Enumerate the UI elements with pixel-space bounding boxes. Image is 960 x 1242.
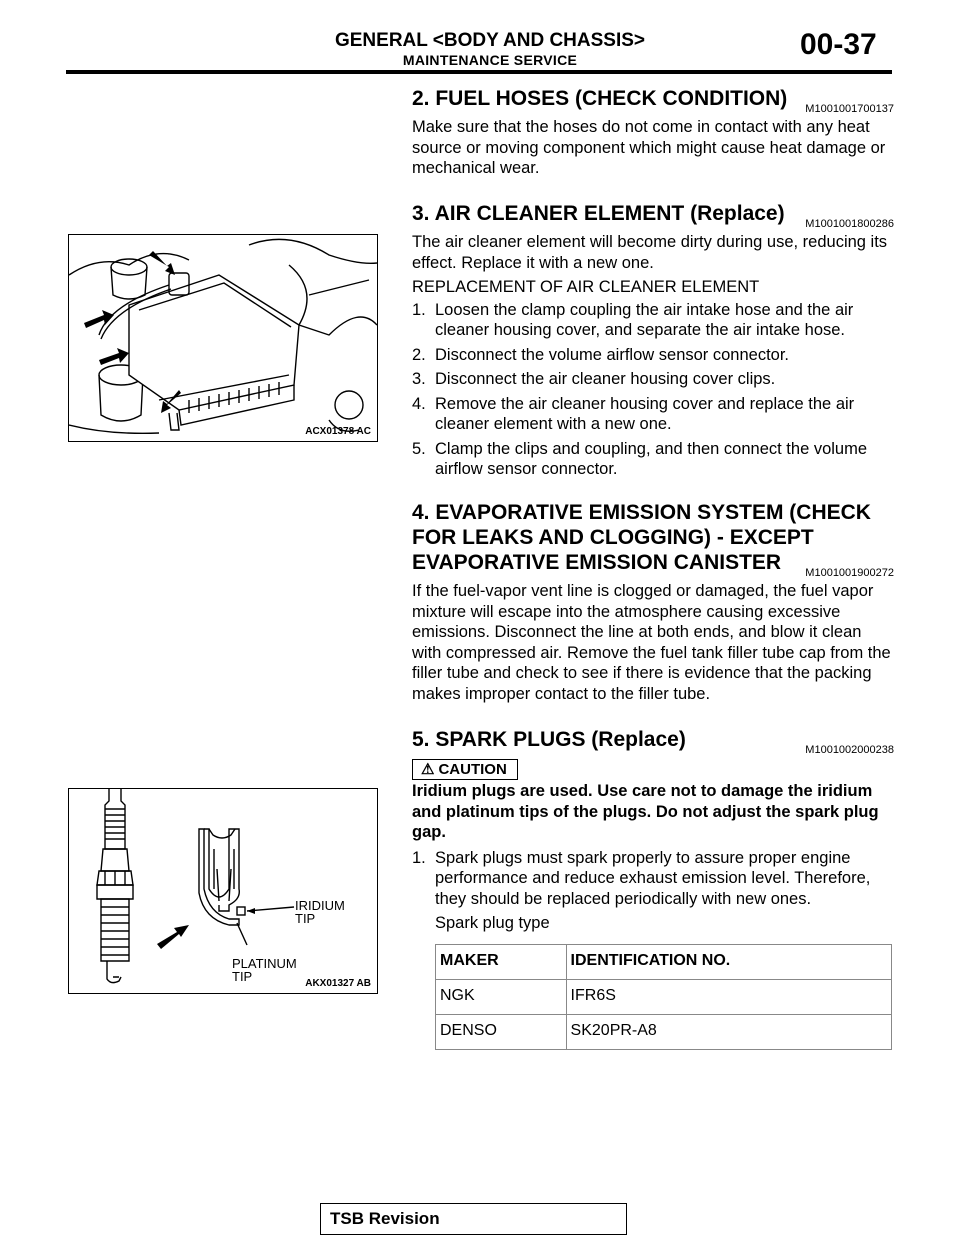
caution-badge: [412, 759, 518, 780]
procedure-heading: REPLACEMENT OF AIR CLEANER ELEMENT: [412, 278, 760, 296]
header-rule: [66, 70, 892, 74]
procedure-steps: [412, 300, 894, 480]
section-heading: [412, 500, 894, 575]
section-body: The air cleaner element will become dirty during use, reducing its effect. Replace it with a new one.: [412, 233, 888, 272]
section-subtitle: MAINTENANCE SERVICE: [402, 52, 578, 68]
column-header: MAKER: [436, 944, 567, 979]
section-heading: 2. FUEL HOSES (CHECK CONDITION): [412, 87, 788, 110]
callout-platinum: [232, 957, 297, 983]
section-body: Make sure that the hoses do not come in contact with any heat source or moving component which might cause heat damage or mechanical wear.: [412, 118, 886, 177]
callout-line: PLATINUM: [232, 956, 297, 971]
caution-label: CAUTION: [438, 761, 507, 778]
spark-plug-table: [435, 944, 892, 1050]
step-number: 2.: [412, 345, 426, 364]
step-text: Remove the air cleaner housing cover and replace the air cleaner element with a new one.: [435, 394, 855, 433]
step-item: [412, 369, 894, 390]
step-item: [412, 439, 894, 480]
step-item: [412, 394, 894, 435]
callout-line: TIP: [232, 969, 253, 984]
section-heading: 3. AIR CLEANER ELEMENT (Replace): [412, 202, 785, 225]
spark-plug-illustration: [69, 789, 377, 993]
table-cell: IFR6S: [566, 979, 891, 1014]
document-title: GENERAL <BODY AND CHASSIS>: [334, 30, 646, 51]
step-text: Disconnect the volume airflow sensor connector.: [435, 345, 790, 364]
heading-line: EVAPORATIVE EMISSION CANISTER: [412, 551, 782, 574]
callout-iridium: [295, 899, 345, 925]
step-text: Spark plugs must spark properly to assure proper engine performance and reduce exhaust emission level. Therefore, they should be replaced periodically with new ones.: [435, 848, 871, 908]
figure-label: ACX01378 AC: [305, 426, 371, 437]
table-cell: NGK: [436, 979, 567, 1014]
warning-triangle-icon: ⚠: [421, 761, 435, 778]
step-number: 4.: [412, 394, 426, 413]
step-item: [412, 345, 894, 366]
table-row: [436, 979, 892, 1014]
procedure-steps: [412, 848, 894, 910]
section-fuel-hoses: [412, 86, 894, 179]
step-number: 5.: [412, 439, 426, 458]
step-number: 3.: [412, 370, 426, 388]
section-code: M1001001700137: [805, 103, 894, 115]
footer-label: TSB Revision: [330, 1209, 440, 1228]
step-text: Loosen the clamp coupling the air intake hose and the air cleaner housing cover, and separate the air intake hose.: [435, 300, 854, 339]
section-code: M1001002000238: [805, 744, 894, 756]
table-cell: DENSO: [436, 1014, 567, 1049]
step-number: 1.: [412, 848, 426, 867]
section-body: If the fuel-vapor vent line is clogged or damaged, the fuel vapor mixture will escape into the atmosphere causing excessive emissions. Disconnect the line at both ends, and blow it clean with compressed air. Remove the fuel tank filler tube cap from the filler tube and check to see if there is evidence that the packing makes improper contact to the filler tube.: [412, 582, 891, 703]
heading-line: FOR LEAKS AND CLOGGING) - EXCEPT: [412, 526, 814, 549]
air-cleaner-figure: [68, 234, 378, 442]
page-number: 00-37: [800, 28, 877, 61]
table-caption: Spark plug type: [435, 914, 550, 932]
step-item: [412, 848, 894, 910]
column-header: IDENTIFICATION NO.: [566, 944, 891, 979]
step-number: 1.: [412, 300, 426, 319]
caution-text: Iridium plugs are used. Use care not to damage the iridium and platinum tips of the plugs. Do not adjust the spark plug gap.: [412, 782, 879, 841]
step-item: [412, 300, 894, 341]
table-row: [436, 1014, 892, 1049]
heading-line: 4. EVAPORATIVE EMISSION SYSTEM (CHECK: [412, 501, 871, 524]
air-cleaner-illustration: [69, 235, 377, 441]
section-heading: 5. SPARK PLUGS (Replace): [412, 728, 686, 751]
spark-plug-figure: [68, 788, 378, 994]
section-air-cleaner: [412, 201, 894, 484]
figure-label: AKX01327 AB: [305, 978, 371, 989]
callout-line: TIP: [295, 911, 316, 926]
section-evap-system: [412, 500, 894, 704]
section-code: M1001001900272: [805, 567, 894, 579]
callout-line: IRIDIUM: [295, 898, 345, 913]
section-code: M1001001800286: [805, 218, 894, 230]
table-cell: SK20PR-A8: [566, 1014, 891, 1049]
table-header-row: [436, 944, 892, 979]
step-text: Clamp the clips and coupling, and then connect the volume airflow sensor connector.: [435, 439, 868, 478]
section-spark-plugs: [412, 727, 894, 1050]
step-text: Disconnect the air cleaner housing cover clips.: [435, 370, 776, 388]
